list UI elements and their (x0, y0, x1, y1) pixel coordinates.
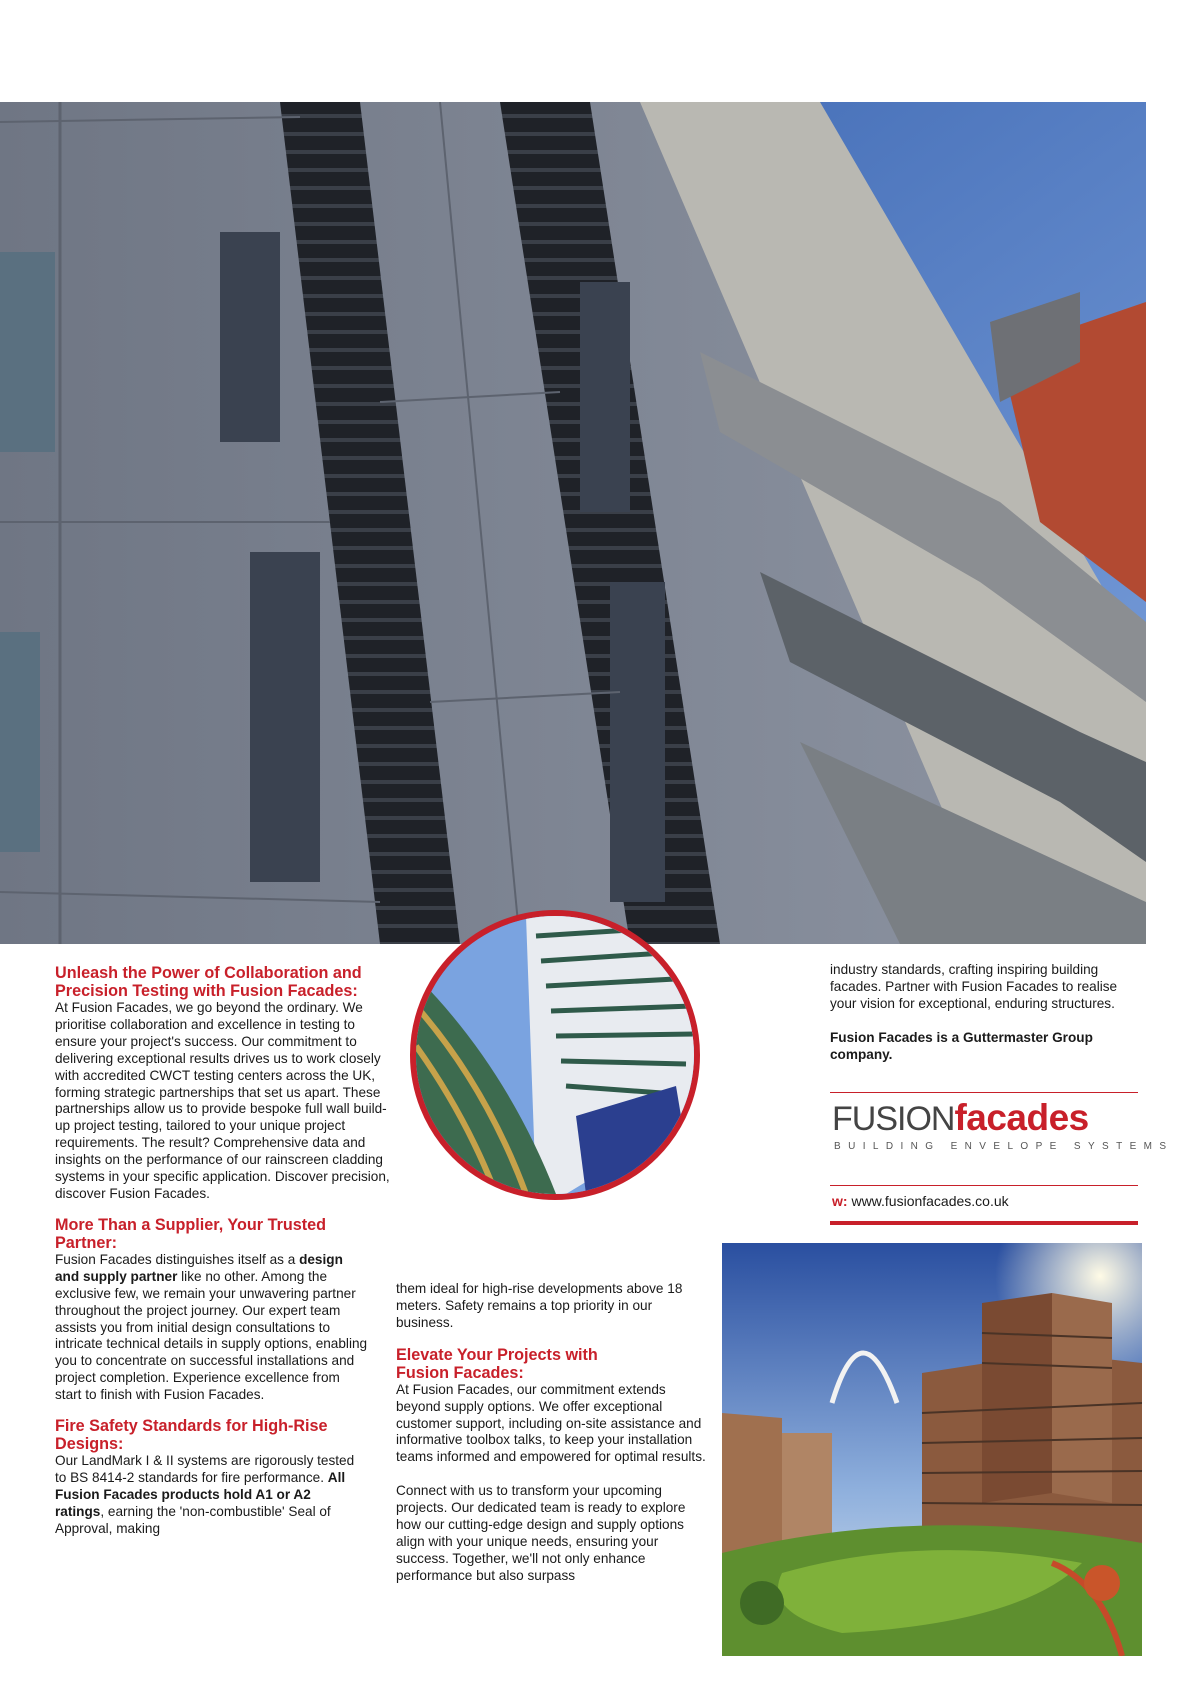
logo-top-rule (830, 1092, 1138, 1093)
partner-text-end: like no other. Among the exclusive few, we remain your unwavering partner throughout the project journey. Our expert team assists you from initial design consultations to intricate technical details in supply options, enabling you to concentrate on successful installations and project completion. Experience excellence from start to finish with Fusion Facades. (55, 1268, 368, 1403)
logo-word-fusion: FUSION (832, 1100, 955, 1138)
web-label: w: (832, 1193, 848, 1209)
middle-continuation-text: them ideal for high-rise developments above 18 meters. Safety remains a top priority in our business. (396, 1281, 683, 1330)
fire-text-start: Our LandMark I & II systems are rigorously tested to BS 8414-2 standards for fire performance. (55, 1453, 355, 1485)
group-company-note: Fusion Facades is a Guttermaster Group company. (830, 1029, 1093, 1062)
section-body-elevate: At Fusion Facades, our commitment extends beyond supply options. We offer exceptional customer support, including on-site assistance and informative toolbox talks, to keep your installation teams informed and empowered for optimal results. (396, 1381, 706, 1465)
website-line (832, 1193, 1009, 1209)
section-body-fire-safety (55, 1453, 355, 1538)
residential-development-photo (722, 1243, 1142, 1656)
logo-tagline: BUILDING ENVELOPE SYSTEMS (834, 1141, 1174, 1152)
section-heading-elevate: Elevate Your Projects with Fusion Facades: (396, 1345, 598, 1382)
section-body-collaboration: At Fusion Facades, we go beyond the ordinary. We prioritise collaboration and excellence in testing to ensure your project's success. Our commitment to delivering exceptional results drives us to work closely with accredited CWCT testing centers across the UK, forming strategic partnerships that set us apart. These partnerships allow us to provide bespoke full wall build-up project testing, tailored to your unique project requirements. The result? Comprehensive data and insights on the performance of our rainscreen cladding systems in your specific application. Discover precision, discover Fusion Facades. (55, 1000, 390, 1201)
section-heading-collaboration: Unleash the Power of Collaboration and Precision Testing with Fusion Facades: (55, 964, 362, 1000)
right-column (830, 962, 1146, 1064)
fire-text-bold: All Fusion Facades products hold A1 or A2 ratings (55, 1469, 346, 1519)
logo-word-facades: facades (954, 1097, 1089, 1138)
middle-column (396, 1281, 706, 1585)
fusion-facades-logo (830, 1092, 1174, 1158)
left-column (55, 964, 395, 1538)
hero-building-photo (0, 102, 1146, 944)
section-heading-partner: More Than a Supplier, Your Trusted Partner: (55, 1215, 327, 1252)
section-body-connect: Connect with us to transform your upcoming projects. Our dedicated team is ready to explore how our cutting-edge design and supply options align with your unique needs, ensuring your success. Together, we'll not only enhance performance but also surpass (396, 1483, 686, 1583)
section-body-partner (55, 1252, 370, 1404)
website-link[interactable]: www.fusionfacades.co.uk (851, 1193, 1009, 1209)
section-heading-fire-safety: Fire Safety Standards for High-Rise Designs: (55, 1417, 328, 1454)
partner-text-start: Fusion Facades distinguishes itself as a (55, 1251, 300, 1267)
fire-text-end: , earning the 'non-combustible' Seal of Approval, making (55, 1503, 331, 1536)
circular-towers-photo (410, 910, 700, 1200)
web-top-rule (830, 1185, 1138, 1186)
logo-wordmark (832, 1097, 1089, 1138)
right-continuation-text: industry standards, crafting inspiring building facades. Partner with Fusion Facades to realise your vision for exceptional, enduring structures. (830, 962, 1118, 1011)
web-bottom-rule (830, 1221, 1138, 1225)
partner-text-bold: design and supply partner (55, 1251, 343, 1284)
